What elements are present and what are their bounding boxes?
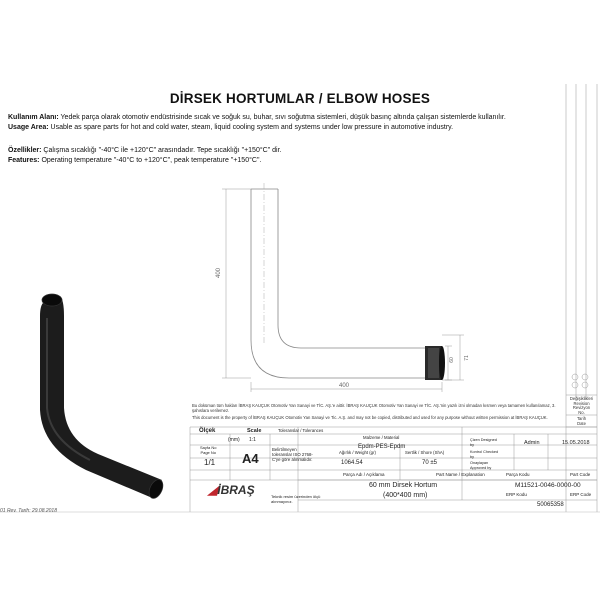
revision-date-label [566, 416, 597, 426]
features-en [8, 156, 261, 165]
paper-size: A4 [242, 451, 259, 466]
drawn-label: Çizen Designed by [470, 438, 497, 447]
usage-area-en-label: Usage Area: [8, 124, 49, 131]
sheet-label-tr: Sayfa No [200, 445, 217, 450]
revision-no-en: No. [578, 410, 585, 415]
hardness-header: Sertlik / Shore (ShA) [405, 450, 445, 455]
part-code-header: Parça Kodu [506, 472, 530, 477]
revision-date-tr: Tarih [576, 416, 587, 421]
measurement-note-line1: Teknik resim üzerinden ölçü [271, 494, 321, 499]
part-code-value: M11521-0046-0000-00 [515, 482, 581, 489]
usage-area-en [8, 123, 453, 132]
weight-header: Ağırlık / Weight (gr) [339, 450, 376, 455]
copyright-notice-en: This document is the property of İBRAŞ KAUÇUK Otomotiv Yan Sanayi ve Tic. A.Ş. and may not be copied, distributed and used for any purpose without written permission at İBRAŞ KAUÇUK. [192, 415, 548, 420]
tolerance-header: Toleranslar / Tolerances [278, 428, 324, 433]
copyright-notice-tr: Bu doküman tüm hakları İBRAŞ KAUÇUK Otomotiv Yan Sanayi ve TİC. AŞ.'e aittir. İBRAŞ KAUÇUK Otomotiv Yan Sanayi ve TİC. AŞ.'nin yazılı izni olmadan kısmen veya tamamen kullanılamaz, 3. şahıslara verilemez. [192, 403, 556, 413]
company-logo [208, 483, 255, 497]
revision-footer: 01 Rev. Tarih: 29.08.2018 [0, 508, 57, 514]
scale-header: Scale [247, 428, 262, 434]
revision-date-en: Date [577, 421, 586, 426]
features-tr-text: Çalışma sıcaklığı "-40°C ile +120°C" arasındadır. Tepe sıcaklığı "+150°C" dir. [43, 147, 282, 154]
scale-value: 1:1 [249, 437, 256, 443]
logo-text: İBRAŞ [217, 483, 255, 497]
dimension-length-label: 71 [463, 355, 470, 361]
part-name-header: Parça Adı / Açıklama [343, 472, 385, 477]
hose-3d-render [40, 294, 166, 501]
measurement-note-line2: alınmayınız. [271, 499, 293, 504]
dimension-width-label: 400 [339, 383, 350, 389]
dimension-height-label: 400 [216, 267, 223, 279]
page-title: DİRSEK HORTUMLAR / ELBOW HOSES [169, 91, 431, 106]
features-tr [8, 146, 281, 155]
revision-label-en: Revision [573, 401, 590, 406]
part-name-line1: 60 mm Dirsek Hortum [369, 482, 438, 489]
revision-no-tr: Revizyon [572, 405, 591, 410]
scale-label: Ölçek [199, 428, 216, 434]
sheet-value: 1/1 [204, 458, 216, 467]
drawn-date: 15.05.2018 [562, 440, 590, 446]
usage-area-tr [8, 113, 506, 122]
erp-header: ERP Kodu [506, 492, 527, 497]
scale-unit: (mm) [228, 437, 240, 443]
part-name-en-header: Part Name / Explanation [436, 472, 485, 477]
sheet-label [200, 446, 216, 455]
usage-area-en-text: Usable as spare parts for hot and cold water, steam, liquid cooling system and systems under low pressure in automotive industry. [50, 124, 454, 131]
material-header: Malzeme / Material [363, 435, 400, 440]
tolerance-text: Belirtilmeyen toleranslar ISO 2768-C'ye göre alınmalıdır. [272, 447, 313, 462]
logo-icon: ◢ [208, 483, 218, 497]
features-tr-label: Özellikler: [8, 147, 42, 154]
dimension-diameter-label: 60 [448, 357, 455, 363]
sheet-label-en: Page No [200, 449, 217, 455]
part-name-line2: (400*400 mm) [383, 492, 428, 499]
material-value: Epdm-PES-Epdm [358, 444, 406, 450]
erp-en-header: ERP Code [570, 492, 592, 497]
part-code-en-header: Part Code [570, 472, 591, 477]
hardness-value: 70 ±5 [422, 460, 437, 466]
measurement-note [271, 494, 320, 504]
features-en-text: Operating temperature "-40°C to +120°C", peak temperature "+150°C". [41, 157, 262, 164]
revision-label-tr: Değişiklikleri [569, 396, 594, 401]
usage-area-tr-label: Kullanım Alanı: [8, 114, 59, 121]
weight-value: 1064.54 [341, 460, 363, 466]
checked-label: Kontrol Checked by [470, 450, 499, 459]
features-en-label: Features: [8, 157, 40, 164]
usage-area-tr-text: Yedek parça olarak otomotiv endüstrisinde sıcak ve soğuk su, buhar, sıvı soğutma sistemleri, düşük basınç altında çalışan sistemlerde kullanılır. [60, 114, 506, 121]
elbow-outline [251, 183, 425, 378]
approved-label: Onaylayan Approved by [470, 461, 492, 470]
revision-no-label [566, 405, 597, 415]
right-border-lines [566, 84, 597, 512]
drawn-value: Admin [524, 440, 540, 446]
erp-value: 50065358 [537, 502, 564, 508]
hose-end-cuff [425, 346, 445, 380]
